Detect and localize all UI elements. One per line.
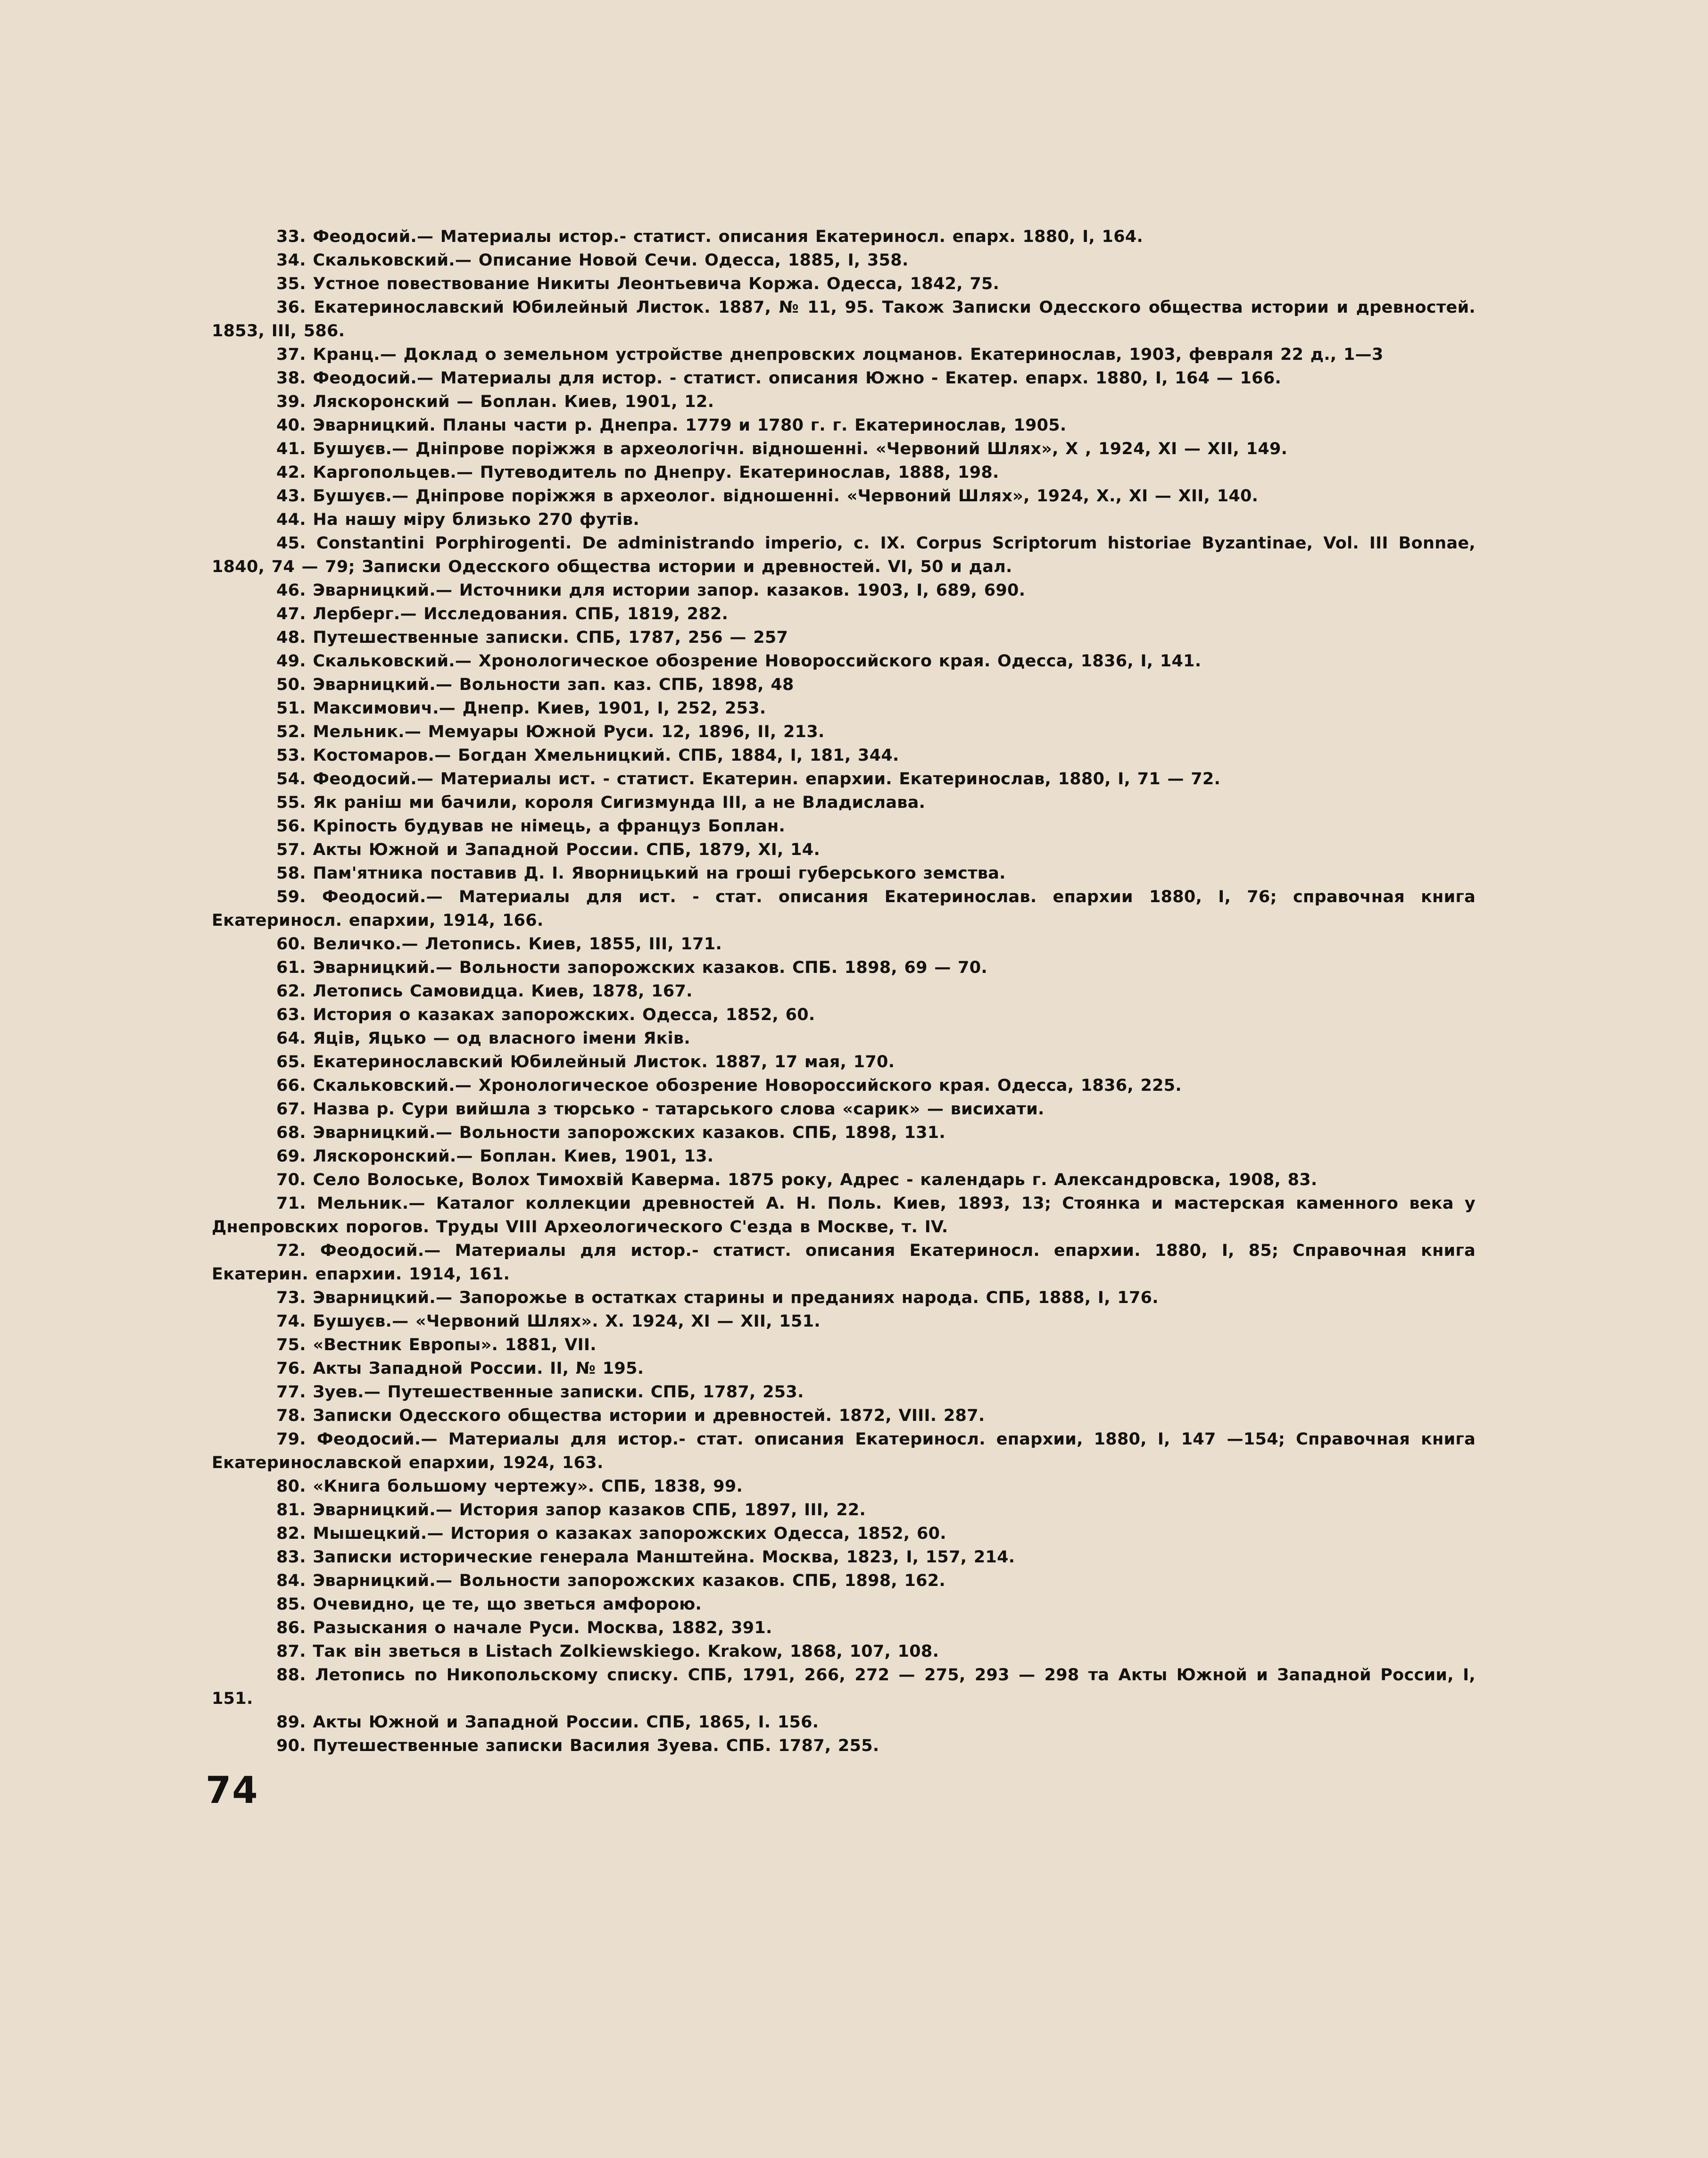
endnote: 71. Мельник.— Каталог коллекции древностей А. Н. Поль. Киев, 1893, 13; Стоянка и мастерская каменного века у Днепровских порогов. Труды VIII Археологического С'езда в Москве, т. IV.	[212, 1194, 1476, 1237]
endnote: 65. Екатеринославский Юбилейный Листок. 1887, 17 мая, 170.	[276, 1053, 895, 1071]
endnote: 76. Акты Западной России. II, № 195.	[276, 1359, 644, 1378]
endnote: 56. Кріпость будував не німець, а француз Боплан.	[276, 817, 786, 836]
endnote: 45. Constantini Porphirogenti. De administrando imperio, c. IX. Corpus Scriptorum historiae Byzantinae, Vol. III Bonnae, 1840, 74 — 79; Записки Одесского общества истории и древностей. VI, 50 и дал.	[212, 534, 1476, 576]
endnote: 53. Костомаров.— Богдан Хмельницкий. СПБ, 1884, I, 181, 344.	[276, 746, 899, 765]
endnote: 89. Акты Южной и Западной России. СПБ, 1865, I. 156.	[276, 1713, 819, 1732]
endnote: 54. Феодосий.— Материалы ист. - статист. Екатерин. епархии. Екатеринослав, 1880, I, 71 — 72.	[276, 770, 1221, 788]
endnote: 44. На нашу міру близько 270 футів.	[276, 510, 639, 529]
endnote: 41. Бушуєв.— Дніпрове поріжжя в археологічн. відношенні. «Червоний Шлях», X , 1924, XI — XII, 149.	[276, 440, 1288, 458]
endnote: 33. Феодосий.— Материалы истор.- статист. описания Екатериносл. епарх. 1880, I, 164.	[276, 227, 1144, 246]
endnote: 36. Екатеринославский Юбилейный Листок. 1887, № 11, 95. Також Записки Одесского общества истории и древностей. 1853, III, 586.	[212, 298, 1476, 340]
endnote: 87. Так він зветься в Listach Zolkiewskiego. Krakow, 1868, 107, 108.	[276, 1642, 939, 1661]
page-number: 74	[206, 1769, 259, 1812]
endnote: 66. Скальковский.— Хронологическое обозрение Новороссийского края. Одесса, 1836, 225.	[276, 1076, 1182, 1095]
endnote: 35. Устное повествование Никиты Леонтьевича Коржа. Одесса, 1842, 75.	[276, 274, 1000, 293]
endnote: 55. Як раніш ми бачили, короля Сигизмунда III, а не Владислава.	[276, 793, 926, 812]
endnote: 58. Пам'ятника поставив Д. І. Яворницький на гроші губерського земства.	[276, 864, 1006, 883]
endnote: 73. Эварницкий.— Запорожье в остатках старины и преданиях народа. СПБ, 1888, I, 176.	[276, 1288, 1159, 1307]
endnote: 79. Феодосий.— Материалы для истор.- стат. описания Екатериносл. епархии, 1880, I, 147 —154; Справочная книга Екатеринославской епархии, 1924, 163.	[212, 1430, 1476, 1472]
endnote: 38. Феодосий.— Материалы для истор. - статист. описания Южно - Екатер. епарх. 1880, I, 164 — 166.	[276, 369, 1282, 388]
endnote: 72. Феодосий.— Материалы для истор.- статист. описания Екатериносл. епархии. 1880, I, 85; Справочная книга Екатерин. епархии. 1914, 161.	[212, 1241, 1476, 1284]
endnote: 84. Эварницкий.— Вольности запорожских казаков. СПБ, 1898, 162.	[276, 1571, 946, 1590]
endnote: 90. Путешественные записки Василия Зуева. СПБ. 1787, 255.	[276, 1736, 879, 1755]
endnote: 68. Эварницкий.— Вольности запорожских казаков. СПБ, 1898, 131.	[276, 1123, 946, 1142]
endnote: 77. Зуев.— Путешественные записки. СПБ, 1787, 253.	[276, 1383, 804, 1402]
endnote: 64. Яців, Яцько — од власного імени Яків.	[276, 1029, 690, 1048]
endnote: 34. Скальковский.— Описание Новой Сечи. Одесса, 1885, I, 358.	[276, 251, 909, 270]
endnote: 39. Ляскоронский — Боплан. Киев, 1901, 12.	[276, 392, 714, 411]
endnote: 46. Эварницкий.— Источники для истории запор. казаков. 1903, I, 689, 690.	[276, 581, 1026, 600]
endnote: 81. Эварницкий.— История запор казаков СПБ, 1897, III, 22.	[276, 1501, 866, 1519]
endnote: 60. Величко.— Летопись. Киев, 1855, III, 171.	[276, 935, 722, 954]
endnote: 63. История о казаках запорожских. Одесса, 1852, 60.	[276, 1005, 815, 1024]
endnote: 88. Летопись по Никопольскому списку. СПБ, 1791, 266, 272 — 275, 293 — 298 та Акты Южной и Западной России, I, 151.	[212, 1666, 1476, 1708]
endnote: 67. Назва р. Сури вийшла з тюрсько - татарського слова «сарик» — висихати.	[276, 1100, 1045, 1119]
endnote: 78. Записки Одесского общества истории и древностей. 1872, VIII. 287.	[276, 1406, 985, 1425]
endnote: 61. Эварницкий.— Вольности запорожских казаков. СПБ. 1898, 69 — 70.	[276, 958, 987, 977]
endnote: 49. Скальковский.— Хронологическое обозрение Новороссийского края. Одесса, 1836, I, 141.	[276, 652, 1202, 671]
endnote: 86. Разыскания о начале Руси. Москва, 1882, 391.	[276, 1618, 772, 1637]
endnotes-list	[212, 225, 1476, 1758]
endnote: 74. Бушуєв.— «Червоний Шлях». X. 1924, XI — XII, 151.	[276, 1312, 821, 1331]
endnote: 43. Бушуєв.— Дніпрове поріжжя в археолог. відношенні. «Червоний Шлях», 1924, X., XI — XII, 140.	[276, 487, 1259, 506]
endnote: 80. «Книга большому чертежу». СПБ, 1838, 99.	[276, 1477, 743, 1496]
endnote: 37. Кранц.— Доклад о земельном устройстве днепровских лоцманов. Екатеринослав, 1903, февраля 22 д., 1—3	[276, 345, 1384, 364]
endnote: 42. Каргопольцев.— Путеводитель по Днепру. Екатеринослав, 1888, 198.	[276, 463, 999, 482]
endnote: 57. Акты Южной и Западной России. СПБ, 1879, XI, 14.	[276, 840, 821, 859]
endnote: 62. Летопись Самовидца. Киев, 1878, 167.	[276, 982, 693, 1001]
endnote: 48. Путешественные записки. СПБ, 1787, 256 — 257	[276, 628, 788, 647]
endnote: 52. Мельник.— Мемуары Южной Руси. 12, 1896, II, 213.	[276, 722, 825, 741]
endnote: 50. Эварницкий.— Вольности зап. каз. СПБ, 1898, 48	[276, 675, 794, 694]
endnote: 47. Лерберг.— Исследования. СПБ, 1819, 282.	[276, 605, 729, 623]
endnote: 82. Мышецкий.— История о казаках запорожских Одесса, 1852, 60.	[276, 1524, 946, 1543]
endnote: 59. Феодосий.— Материалы для ист. - стат. описания Екатеринослав. епархии 1880, I, 76; справочная книга Екатериносл. епархии, 1914, 166.	[212, 888, 1476, 930]
endnote: 70. Село Волоське, Волох Тимохвій Каверма. 1875 року, Адрес - календарь г. Александровска, 1908, 83.	[276, 1170, 1318, 1189]
endnote: 51. Максимович.— Днепр. Киев, 1901, I, 252, 253.	[276, 699, 766, 718]
endnote: 85. Очевидно, це те, що зветься амфорою.	[276, 1595, 702, 1614]
endnote: 69. Ляскоронский.— Боплан. Киев, 1901, 13.	[276, 1147, 714, 1166]
endnote: 40. Эварницкий. Планы части р. Днепра. 1779 и 1780 г. г. Екатеринослав, 1905.	[276, 416, 1067, 435]
endnote: 75. «Вестник Европы». 1881, VII.	[276, 1336, 597, 1354]
endnote: 83. Записки исторические генерала Манштейна. Москва, 1823, I, 157, 214.	[276, 1548, 1015, 1567]
